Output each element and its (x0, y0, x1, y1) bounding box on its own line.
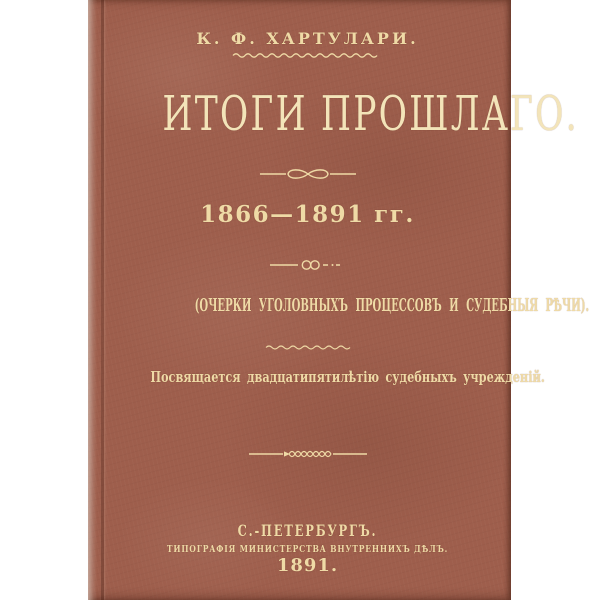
front-board (106, 0, 590, 600)
spine-groove (101, 0, 104, 600)
imprint-printer: ТИПОГРАФІЯ МИНИСТЕРСТВА ВНУТРЕННИХЪ ДѢЛЪ. (166, 544, 449, 555)
infinity-ornament (106, 259, 509, 278)
scroll-rule-ornament (106, 448, 509, 467)
book-title: ИТОГИ ПРОШЛАГО. (162, 86, 579, 142)
author-line: К. Ф. ХАРТУЛАРИ. (196, 29, 419, 48)
spine-edge-highlight (88, 0, 97, 600)
wavy-underline-ornament (106, 51, 509, 70)
knot-ornament (106, 166, 509, 185)
wavy-rule-ornament (106, 344, 509, 363)
imprint-city: С.-ПЕТЕРБУРГЪ. (237, 521, 378, 540)
book-cover (88, 0, 590, 600)
imprint-year: 1891. (276, 555, 339, 576)
dedication-line: Посвящается двадцатипятилѣтію судебныхъ учрежденій. (150, 369, 545, 386)
subtitle: (ОЧЕРКИ УГОЛОВНЫХЪ ПРОЦЕССОВЪ И СУДЕБНЫЯ РѢЧИ). (194, 295, 590, 316)
date-range: 1866—1891 гг. (200, 201, 415, 228)
